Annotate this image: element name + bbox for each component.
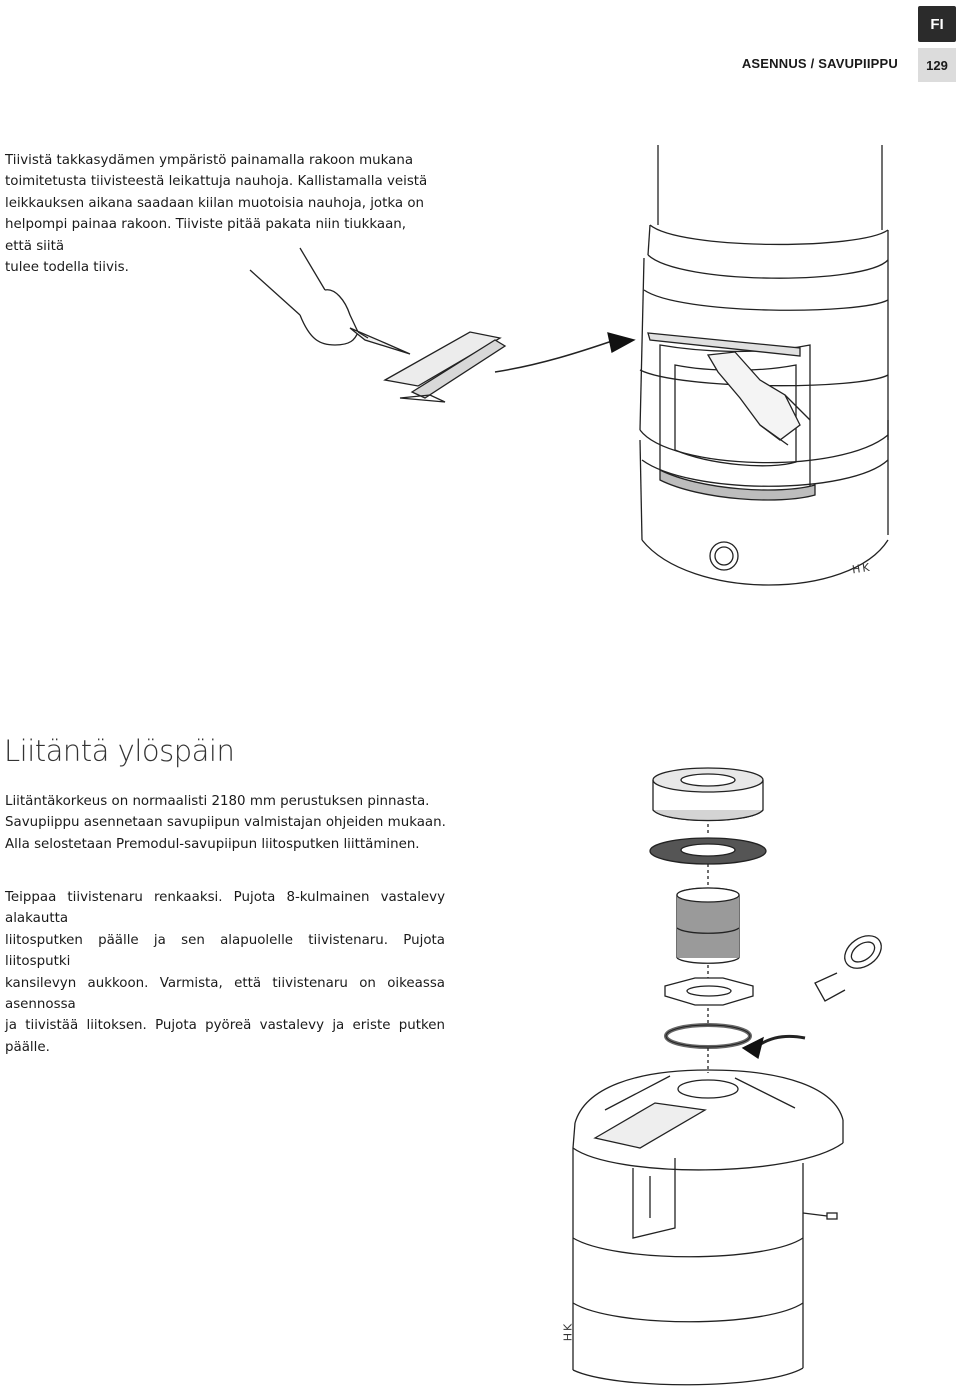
stove-body <box>573 1148 837 1385</box>
text-line: Liitäntäkorkeus on normaalisti 2180 mm perustuksen pinnasta. <box>5 794 430 809</box>
text-line: liitosputken päälle ja sen alapuolelle tiivistenaru. Pujota liitosputki <box>5 932 445 970</box>
round-counter-plate <box>650 838 766 864</box>
text-line: leikkauksen aikana saadaan kiilan muotoisia nauhoja, jotka on <box>5 195 425 211</box>
illustration-signature: HK <box>561 1321 575 1342</box>
seal-strips <box>385 332 505 402</box>
seal-rope-ring <box>666 1025 750 1047</box>
text-line: Alla selostetaan Premodul-savupiipun liitosputken liittäminen. <box>5 836 420 852</box>
text-line: Savupiippu asennetaan savupiipun valmistajan ohjeiden mukaan. <box>5 815 446 831</box>
curved-arrow <box>743 1036 805 1058</box>
connection-pipe <box>677 888 739 963</box>
text-line: kansilevyn aukkoon. Varmista, että tiivistenaru on oikeassa asennossa <box>5 975 445 1013</box>
pointing-arrow <box>495 333 634 372</box>
tape-roll <box>815 929 887 1001</box>
text-line: Tiivistä takkasydämen ympäristö painamalla rakoon mukana <box>5 153 414 168</box>
text-line: ja tiivistää liitoksen. Pujota pyöreä vastalevy ja eriste putken päälle. <box>5 1018 445 1055</box>
section-heading: Liitäntä ylöspäin <box>4 734 235 768</box>
octagonal-counter-plate <box>665 978 753 1005</box>
hand-with-knife <box>250 248 410 354</box>
instruction-paragraph <box>5 887 445 1058</box>
chimney-connection-illustration <box>545 758 945 1393</box>
connection-paragraph <box>5 791 605 855</box>
seal-installation-illustration <box>240 140 910 600</box>
stove-top <box>573 1070 843 1170</box>
language-tab: FI <box>918 6 956 42</box>
insulation-ring <box>653 768 763 821</box>
stove-drawing <box>640 145 888 585</box>
text-line: helpompi painaa rakoon. Tiiviste pitää pakata niin tiukkaan, että siitä <box>5 217 407 254</box>
text-line: toimitetusta tiivisteestä leikattuja nauhoja. Kallistamalla veistä <box>5 174 428 190</box>
page-number: 129 <box>918 48 956 82</box>
text-line: tulee todella tiivis. <box>5 260 129 276</box>
section-title: ASENNUS / SAVUPIIPPU <box>741 56 898 71</box>
illustration-signature: HK <box>851 560 873 577</box>
text-line: Teippaa tiivistenaru renkaaksi. Pujota 8-kulmainen vastalevy alakautta <box>5 890 445 927</box>
